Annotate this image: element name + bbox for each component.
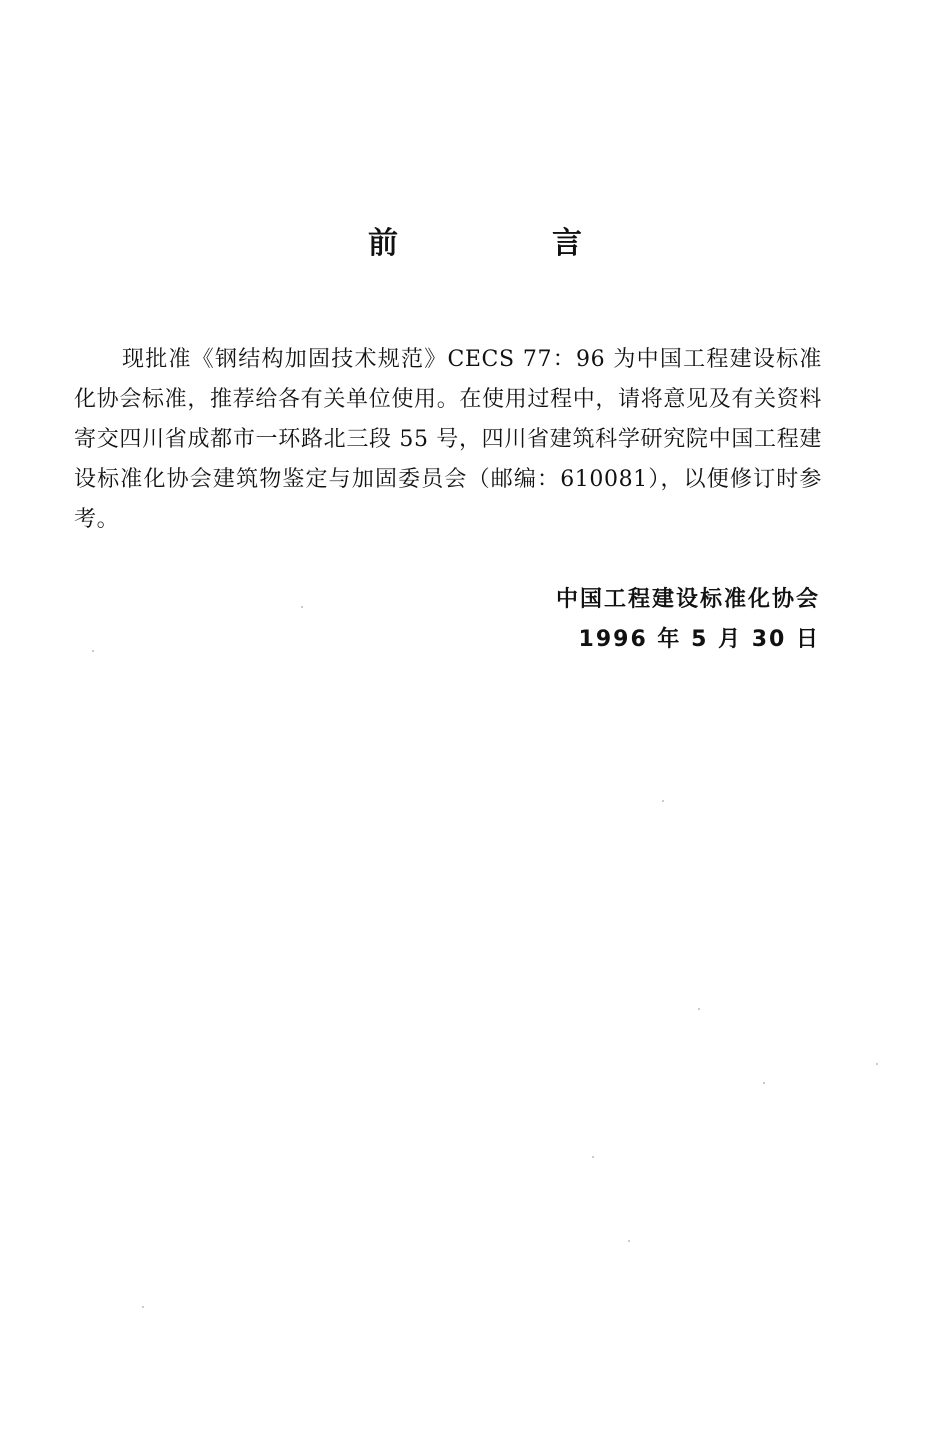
scan-speck <box>763 1082 765 1084</box>
signature-organization: 中国工程建设标准化协会 <box>555 587 820 612</box>
scan-speck <box>592 1156 594 1158</box>
page-title: 前 言 <box>368 226 644 261</box>
signature-block <box>556 580 820 660</box>
scan-speck <box>628 1240 630 1242</box>
scan-speck <box>876 1063 878 1065</box>
scan-speck <box>662 800 664 802</box>
scan-speck <box>142 1306 144 1308</box>
scan-speck <box>92 650 94 652</box>
preface-paragraph: 现批准《钢结构加固技术规范》CECS 77：96 为中国工程建设标准化协会标准，推荐给各有关单位使用。在使用过程中，请将意见及有关资料寄交四川省成都市一环路北三段 55 号，四川省建筑科学研究院中国工程建设标准化协会建筑物鉴定与加固委员会（邮编：610081），以便修订时参考。 <box>74 347 822 532</box>
scan-speck <box>698 1008 700 1010</box>
signature-date: 1996 年 5 月 30 日 <box>578 627 820 652</box>
scan-speck <box>301 606 303 608</box>
